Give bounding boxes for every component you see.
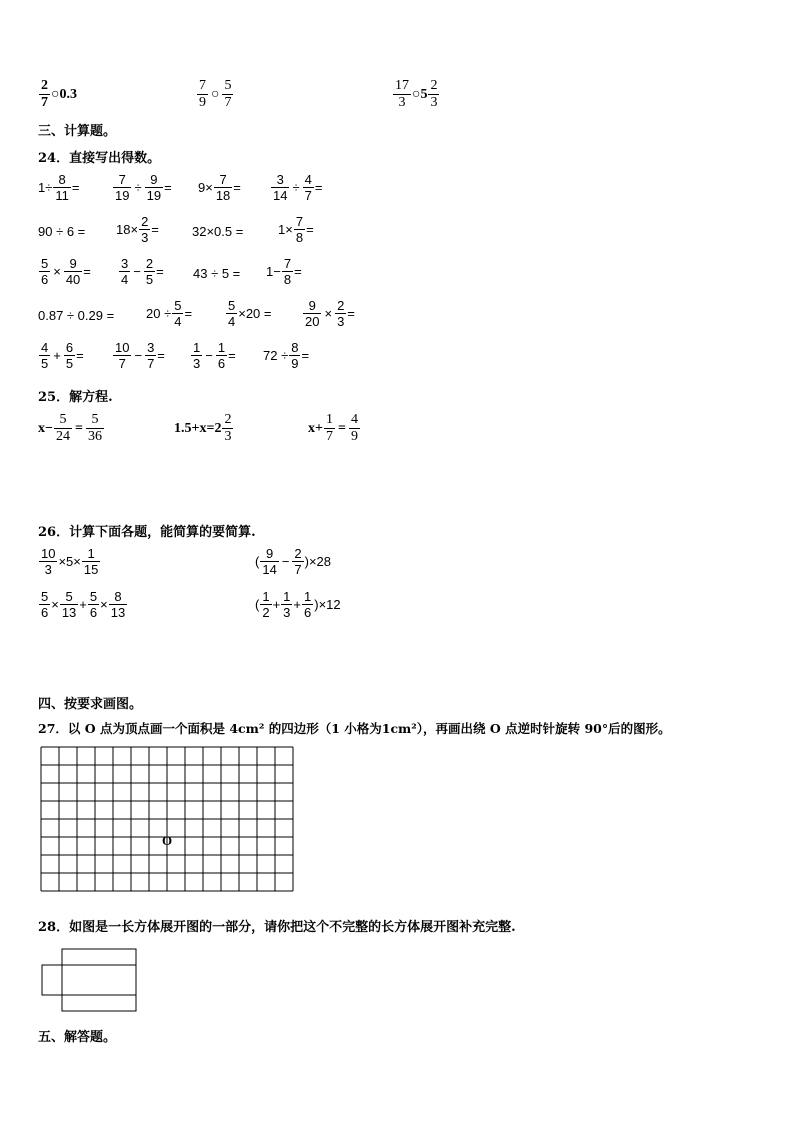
q24-r4-d: $\frac{9}{20}$ × $\frac{2}{3}$ =	[305, 298, 355, 329]
q24-r2-c: 32×0.5 =	[192, 224, 244, 239]
q24-r5-c: 1 3 − $\frac{1}{6}$ =	[193, 340, 236, 371]
q24-r1-a: 1÷ $\frac{8}{11}$ =	[38, 172, 80, 203]
q24-r3-b: 3 4 − $\frac{2}{5}$ =	[121, 256, 164, 287]
q25-equation-1: x− $\frac{5}{24}$ = $\frac{5}{36}$	[38, 412, 102, 444]
q24-r1-b: $\frac{7}{19}$ ÷ $\frac{9}{19}$ =	[115, 172, 172, 203]
q24-r2-a: 90 ÷ 6 =	[38, 224, 86, 239]
question-26-title: 26．计算下面各题，能简算的要简算.	[38, 525, 256, 540]
net-top-face	[62, 949, 136, 965]
net-side-face	[42, 965, 62, 995]
q24-r4-b: 20 ÷ $\frac{5}{4}$ =	[146, 298, 193, 329]
section-heading-5: 五、解答题。	[38, 1030, 117, 1045]
q26-item-d: ( 1 2 + $\frac{1}{3}$ + $\frac{1}{6}$ )×12	[255, 589, 341, 620]
cuboid-net-figure	[40, 947, 140, 1015]
q25-equation-3: x+ $\frac{1}{7}$ = $\frac{4}{9}$	[308, 412, 358, 444]
q25-equation-2: 1.5+x=2 2 3	[174, 412, 232, 444]
drawing-grid[interactable]	[40, 746, 300, 902]
question-25-title: 25．解方程.	[38, 390, 113, 405]
compare-item-2: 7 9 ○ 5 7	[199, 78, 232, 110]
q24-r5-a: 4 5 + $\frac{6}{5}$ =	[41, 340, 84, 371]
q24-r3-a: $\frac{5}{6}$ × $\frac{9}{40}$ =	[41, 256, 91, 287]
point-o-label: O	[162, 833, 173, 848]
q24-r2-b: 18× $\frac{2}{3}$ =	[116, 214, 159, 245]
fraction: 2 7	[41, 78, 48, 110]
section-heading-3: 三、计算题。	[38, 124, 117, 139]
net-front-face	[62, 965, 136, 995]
q24-r5-d: 72 ÷ $\frac{8}{9}$ =	[263, 340, 310, 371]
question-24-title: 24．直接写出得数。	[38, 151, 161, 166]
section-heading-4: 四、按要求画图。	[38, 697, 143, 712]
q26-item-b: ( 9 14 − $\frac{2}{7}$ )×28	[255, 546, 332, 577]
q24-r4-c: $\frac{5}{4}$ ×20 =	[228, 298, 272, 329]
q24-r2-d: 1× $\frac{7}{8}$ =	[278, 214, 314, 245]
q24-r5-b: 10 7 − $\frac{3}{7}$ =	[115, 340, 165, 371]
net-bottom-face	[62, 995, 136, 1011]
q26-item-c: $\frac{5}{6}$ × $\frac{5}{13}$ + $\frac{5}{6}$ × $\frac{8}{13}$	[41, 589, 126, 620]
q24-r3-d: 1− $\frac{7}{8}$ =	[266, 256, 302, 287]
compare-item-3: 17 3 ○5 2 3	[395, 78, 438, 110]
compare-item-1: 2 7 ○0.3	[41, 78, 77, 110]
q24-r1-c: 9× $\frac{7}{18}$ =	[198, 172, 241, 203]
question-27-title: 27．以 O 点为顶点画一个面积是 4cm² 的四边形（1 小格为1cm²），再画出绕 O 点逆时针旋转 90°后的图形。	[38, 721, 671, 736]
grid-lines	[41, 747, 293, 891]
q26-item-a: $\frac{10}{3}$ ×5× $\frac{1}{15}$	[41, 546, 99, 577]
question-28-title: 28．如图是一长方体展开图的一部分，请你把这个不完整的长方体展开图补充完整.	[38, 920, 516, 935]
q24-r1-d: $\frac{3}{14}$ ÷ $\frac{4}{7}$ =	[273, 172, 323, 203]
q24-r4-a: 0.87 ÷ 0.29 =	[38, 308, 115, 323]
q24-r3-c: 43 ÷ 5 =	[193, 266, 241, 281]
